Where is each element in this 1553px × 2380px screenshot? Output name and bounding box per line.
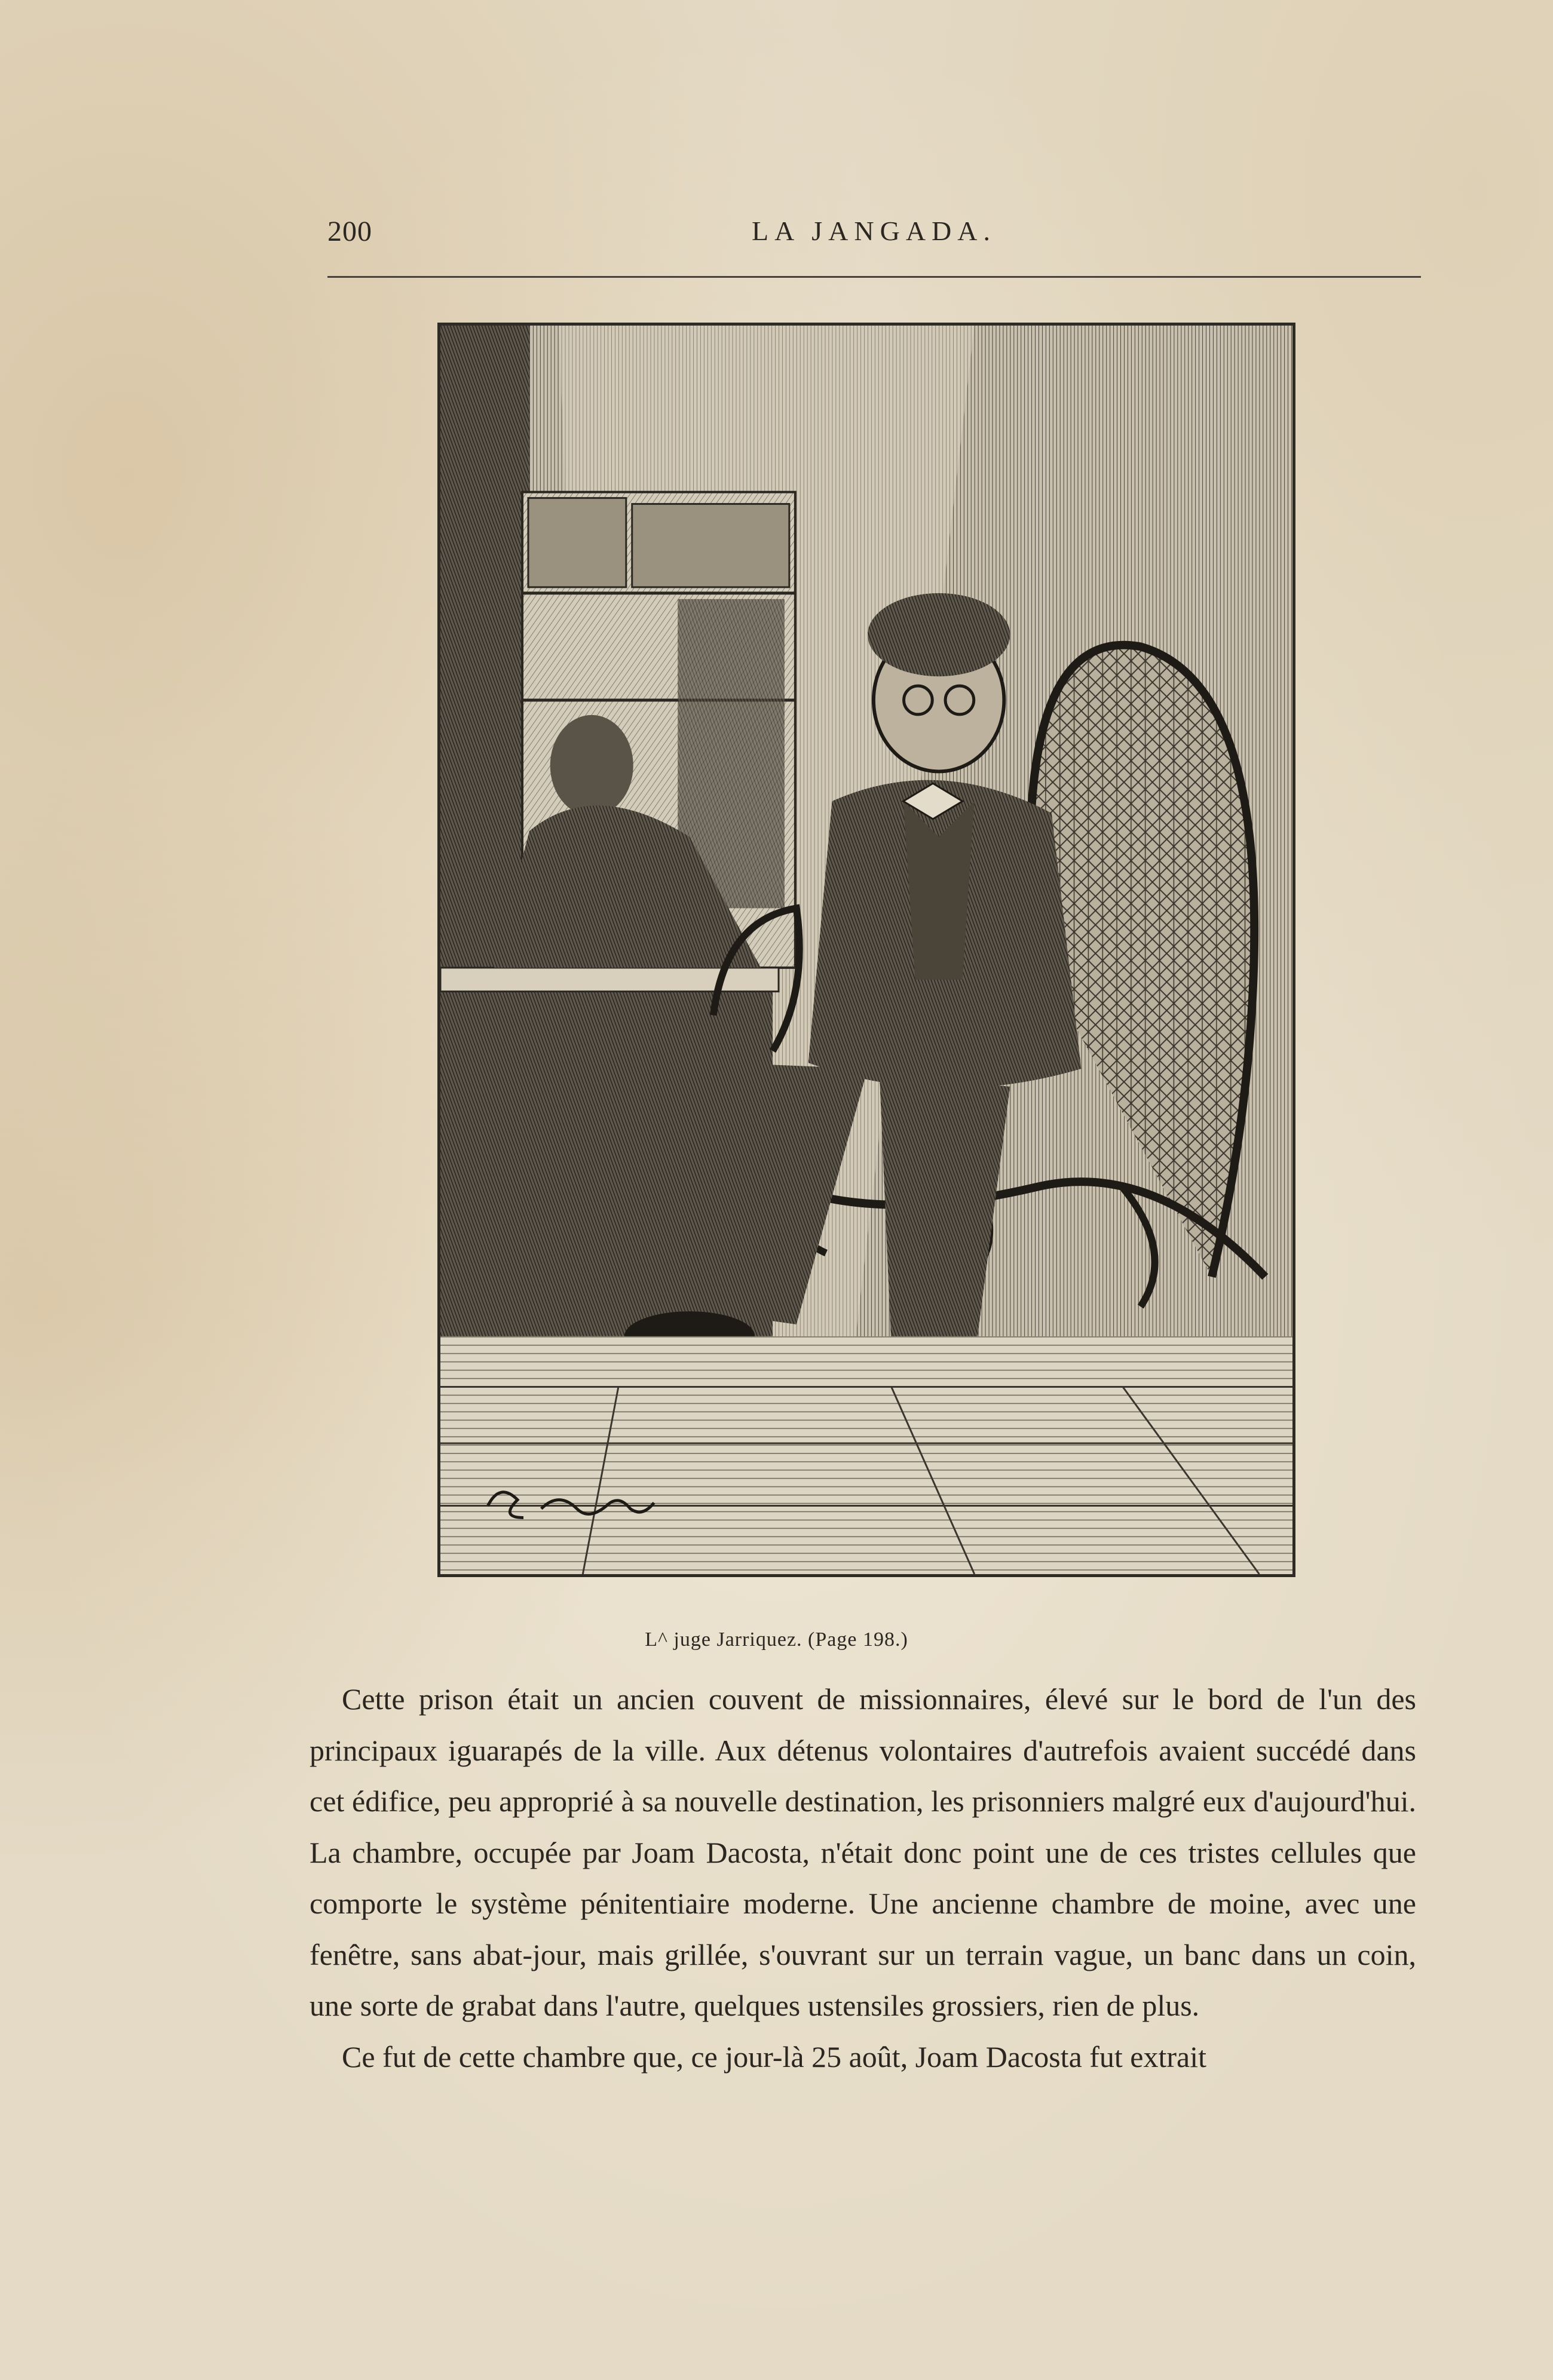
page-header bbox=[327, 215, 1421, 257]
paragraph: Cette prison était un ancien couvent de missionnaires, élevé sur le bord de l'un des principaux iguarapés de la ville. Aux détenus volontaires d'autrefois avaient succédé dans cet édifice, peu approprié à sa nouvelle destination, les prisonniers malgré eux d'aujourd'hui. La chambre, occupée par Joam Dacosta, n'était donc point une de ces tristes cellules que comporte le système pénitentiaire moderne. Une ancienne chambre de moine, avec une fenêtre, sans abat-jour, mais grillée, s'ouvrant sur un terrain vague, un banc dans un coin, une sorte de grabat dans l'autre, quelques ustensiles grossiers, rien de plus. bbox=[310, 1682, 1416, 2022]
engraving-image bbox=[440, 326, 1292, 1574]
body-text bbox=[310, 1674, 1416, 2082]
engraving-illustration bbox=[437, 323, 1295, 1577]
figure-caption: L^ juge Jarriquez. (Page 198.) bbox=[645, 1628, 908, 1651]
header-rule bbox=[327, 276, 1421, 278]
page-number: 200 bbox=[327, 216, 372, 247]
running-title: LA JANGADA. bbox=[752, 216, 996, 246]
paragraph: Ce fut de cette chambre que, ce jour-là 25 août, Joam Dacosta fut extrait bbox=[342, 2039, 1207, 2074]
